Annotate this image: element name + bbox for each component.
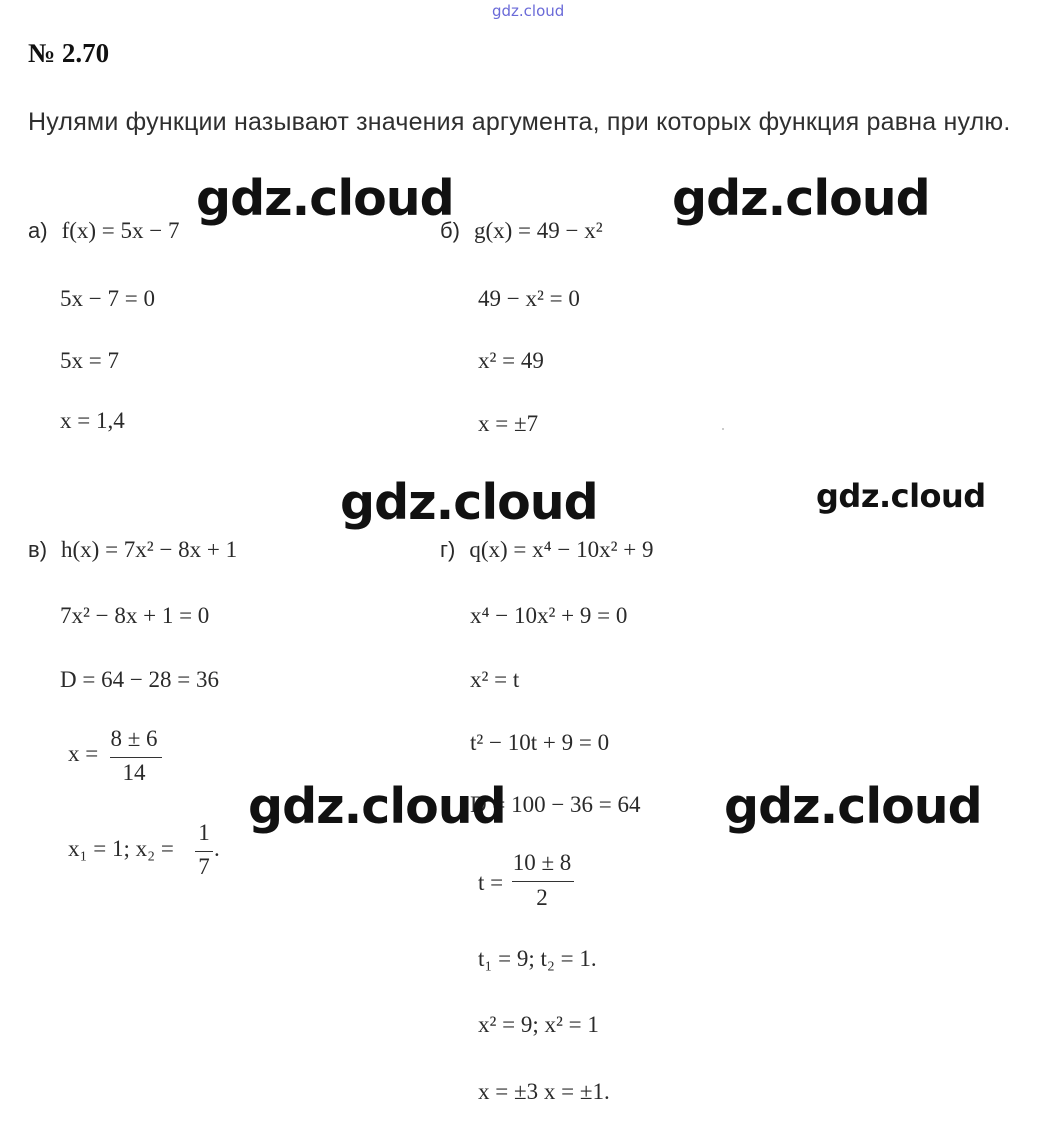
problem-number: № 2.70 <box>28 38 110 68</box>
watermark-1: gdz.cloud <box>196 170 454 227</box>
part-b-step-1: 49 − x² = 0 <box>478 286 580 311</box>
part-b-step-3: x = ±7 <box>478 411 539 436</box>
part-g-function: q(x) = x⁴ − 10x² + 9 <box>469 537 654 562</box>
part-v-step-2: D = 64 − 28 = 36 <box>60 667 220 692</box>
part-g-header <box>440 537 654 563</box>
part-v-roots: x₁ = 1; x₂ = <box>68 836 174 861</box>
part-g-t-prefix: t = <box>478 870 504 895</box>
part-g-step-2: x² = t <box>470 667 520 692</box>
scan-speck <box>722 428 724 430</box>
part-v-label: в) <box>28 537 48 562</box>
part-g-t-fraction-bar <box>512 881 574 882</box>
part-g-t-denominator: 2 <box>536 885 548 910</box>
part-g-step-7: x = ±3 x = ±1. <box>478 1079 610 1104</box>
watermark-6: gdz.cloud <box>724 778 982 835</box>
part-b-step-2: x² = 49 <box>478 348 544 373</box>
part-b-function: g(x) = 49 − x² <box>473 218 603 243</box>
part-a-step-3: x = 1,4 <box>60 408 125 433</box>
part-a-function: f(x) = 5x − 7 <box>61 218 180 243</box>
watermark-5: gdz.cloud <box>248 778 506 835</box>
problem-intro: Нулями функции называют значения аргумента, при которых функция равна нулю. <box>28 108 1011 136</box>
watermark-3: gdz.cloud <box>340 474 598 531</box>
part-b-label: б) <box>440 218 460 243</box>
part-v-header <box>28 537 237 563</box>
part-v-x-denominator: 14 <box>122 760 146 785</box>
header-watermark: gdz.cloud <box>492 2 565 20</box>
part-g-step-3: t² − 10t + 9 = 0 <box>470 730 610 755</box>
part-v-root-numerator: 1 <box>198 820 210 845</box>
part-v-function: h(x) = 7x² − 8x + 1 <box>61 537 238 562</box>
watermark-2: gdz.cloud <box>672 170 930 227</box>
part-v-x-prefix: x = <box>68 741 99 766</box>
part-g-step-4: D = 100 − 36 = 64 <box>470 792 641 817</box>
part-v-root-fraction <box>192 820 216 880</box>
part-g-t-numerator: 10 ± 8 <box>512 850 572 875</box>
part-g-t-fraction <box>508 850 576 912</box>
part-v-root-fraction-bar <box>195 851 213 852</box>
part-a-header <box>28 218 179 244</box>
part-a-step-1: 5x − 7 = 0 <box>60 286 155 311</box>
part-g-step-1: x⁴ − 10x² + 9 = 0 <box>470 603 628 628</box>
part-g-step-6: x² = 9; x² = 1 <box>478 1012 599 1037</box>
part-b-header <box>440 218 603 244</box>
part-v-roots-end: . <box>214 836 220 861</box>
part-g-step-5: t₁ = 9; t₂ = 1. <box>478 946 597 971</box>
part-v-root-denominator: 7 <box>198 854 210 879</box>
part-v-x-numerator: 8 ± 6 <box>110 726 158 751</box>
part-v-step-1: 7x² − 8x + 1 = 0 <box>60 603 210 628</box>
watermark-4: gdz.cloud <box>816 477 986 515</box>
part-v-x-fraction-bar <box>110 757 162 758</box>
part-a-label: а) <box>28 218 48 243</box>
part-a-step-2: 5x = 7 <box>60 348 119 373</box>
part-g-label: г) <box>440 537 456 562</box>
part-v-x-fraction <box>106 726 162 786</box>
